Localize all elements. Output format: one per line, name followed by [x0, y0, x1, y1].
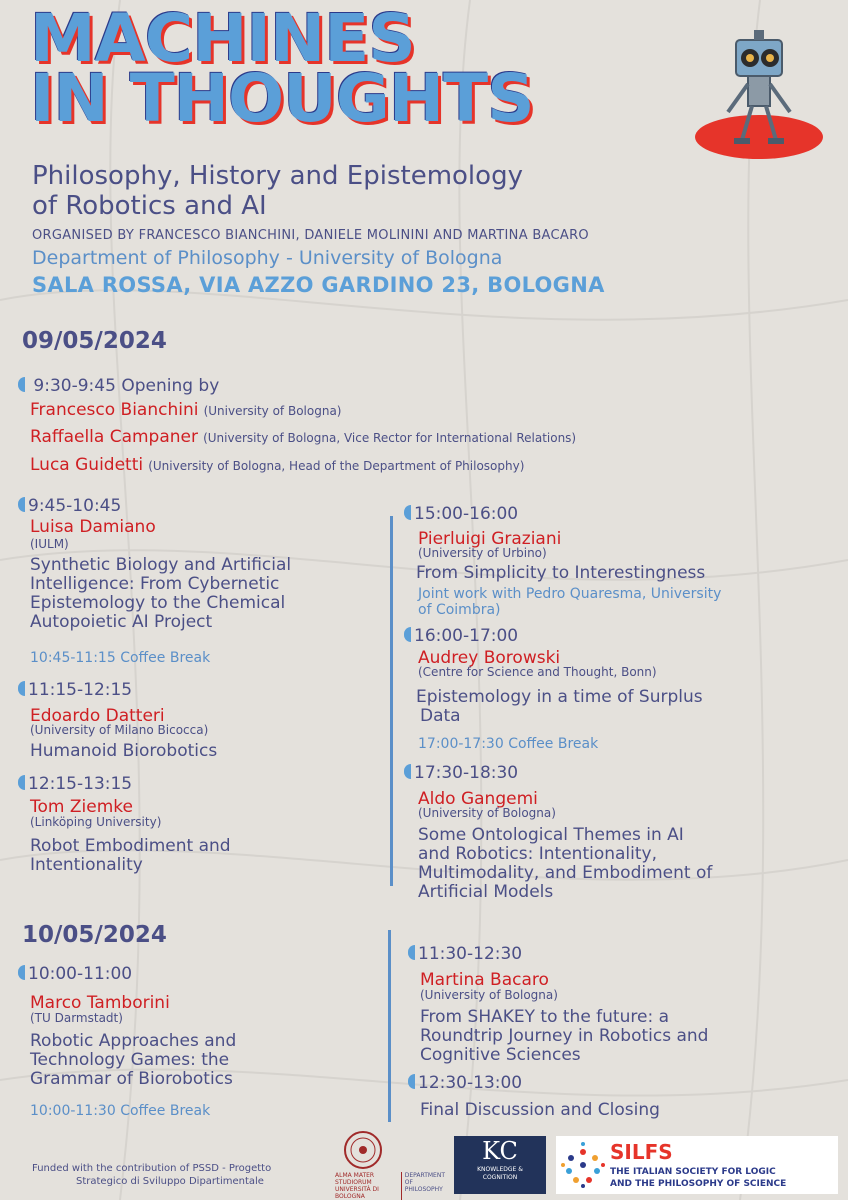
talk-title: From Simplicity to Interestingness [416, 563, 706, 583]
session-time: 11:15-12:15 [18, 680, 132, 700]
funding-note: Funded with the contribution of PSSD - Progetto Strategico di Sviluppo Dipartimentale [32, 1163, 272, 1187]
session-time: 17:30-18:30 [404, 763, 518, 783]
talk-title: Epistemology in a time of Surplus Data [416, 687, 703, 726]
kc-logo: KC KNOWLEDGE & COGNITION [454, 1136, 546, 1194]
speaker-affiliation: (TU Darmstadt) [30, 1011, 123, 1025]
talk-title: From SHAKEY to the future: a Roundtrip Journey in Robotics and Cognitive Sciences [420, 1007, 709, 1065]
opening-speaker: Luca Guidetti (University of Bologna, Head of the Department of Philosophy) [30, 455, 525, 475]
silfs-logo: SILFS THE ITALIAN SOCIETY FOR LOGIC AND THE PHILOSOPHY OF SCIENCE [556, 1136, 838, 1194]
seal-icon [341, 1130, 385, 1170]
speaker-name: Marco Tamborini [30, 993, 170, 1013]
coffee-break: 10:45-11:15 Coffee Break [30, 650, 211, 666]
opening-label: Opening by [121, 376, 220, 396]
speaker-name: Luisa Damiano [30, 517, 156, 537]
session-time: 16:00-17:00 [404, 626, 518, 646]
speaker-name: Martina Bacaro [420, 970, 549, 990]
session-time: 12:15-13:15 [18, 774, 132, 794]
coffee-break: 17:00-17:30 Coffee Break [418, 736, 599, 752]
session-time: 15:00-16:00 [404, 504, 518, 524]
department: Department of Philosophy - University of Bologna [32, 247, 503, 269]
opening-speaker: Francesco Bianchini (University of Bologna) [30, 400, 342, 420]
talk-title: Robotic Approaches and Technology Games: the Grammar of Biorobotics [30, 1031, 237, 1089]
event-title-line2: IN THOUGHTS [30, 60, 534, 137]
column-divider [390, 516, 393, 886]
talk-title: Some Ontological Themes in AI and Robotics: Intentionality, Multimodality, and Embodiment of Artificial Models [418, 825, 713, 902]
speaker-affiliation: (University of Milano Bicocca) [30, 723, 209, 737]
talk-title: Final Discussion and Closing [420, 1100, 660, 1120]
speaker-affiliation: (IULM) [30, 537, 69, 551]
event-title-line1: MACHINES [30, 0, 415, 77]
joint-work-note: Joint work with Pedro Quaresma, University of Coimbra) [418, 586, 722, 618]
session-time: 12:30-13:00 [408, 1073, 522, 1093]
subtitle-line2: of Robotics and AI [32, 191, 267, 221]
day2-date: 10/05/2024 [22, 922, 167, 948]
opening-time: 9:30-9:45 Opening by [18, 376, 219, 396]
talk-title: Synthetic Biology and Artificial Intelligence: From Cybernetic Epistemology to the Chemical Autopoietic AI Project [30, 555, 292, 632]
speaker-affiliation: (Centre for Science and Thought, Bonn) [418, 665, 657, 679]
session-time: 9:45-10:45 [18, 496, 121, 516]
speaker-affiliation: (University of Bologna) [418, 806, 556, 820]
robot-icon [684, 12, 834, 162]
unibo-logo: ALMA MATER STUDIORUM UNIVERSITÀ DI BOLOGNA DEPARTMENT OF PHILOSOPHY [335, 1130, 445, 1200]
session-time: 11:30-12:30 [408, 944, 522, 964]
speaker-name: Pierluigi Graziani [418, 529, 562, 549]
speaker-name: Edoardo Datteri [30, 706, 165, 726]
silfs-dots-icon [560, 1142, 606, 1188]
session-time: 10:00-11:00 [18, 964, 132, 984]
speaker-affiliation: (Linköping University) [30, 815, 162, 829]
organisers: ORGANISED BY FRANCESCO BIANCHINI, DANIELE MOLININI AND MARTINA BACARO [32, 228, 589, 243]
speaker-affiliation: (University of Urbino) [418, 546, 547, 560]
venue: SALA ROSSA, VIA AZZO GARDINO 23, BOLOGNA [32, 273, 605, 297]
speaker-affiliation: (University of Bologna) [420, 988, 558, 1002]
opening-speaker: Raffaella Campaner (University of Bologna, Vice Rector for International Relations) [30, 427, 577, 447]
subtitle-line1: Philosophy, History and Epistemology [32, 161, 523, 191]
speaker-name: Tom Ziemke [30, 797, 133, 817]
talk-title: Robot Embodiment and Intentionality [30, 836, 231, 875]
speaker-name: Audrey Borowski [418, 648, 561, 668]
day1-date: 09/05/2024 [22, 328, 167, 354]
speaker-name: Aldo Gangemi [418, 789, 538, 809]
talk-title: Humanoid Biorobotics [30, 741, 218, 761]
coffee-break: 10:00-11:30 Coffee Break [30, 1103, 211, 1119]
column-divider [388, 930, 391, 1122]
